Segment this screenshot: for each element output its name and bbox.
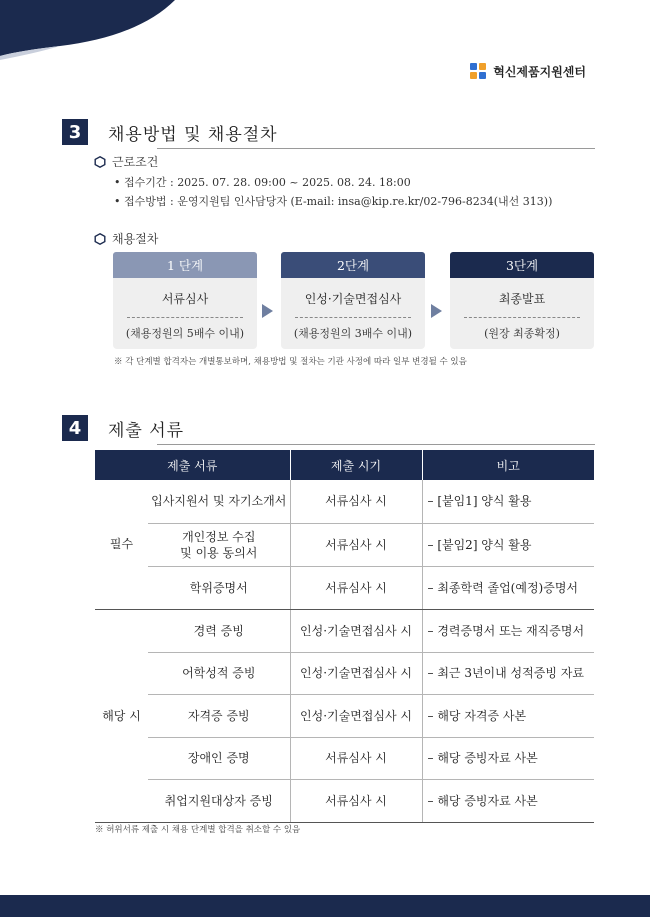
step-3	[450, 252, 594, 349]
step-1	[113, 252, 257, 349]
step-3-label: 3단계	[450, 252, 594, 278]
when-cell: 서류심사 시	[290, 737, 422, 779]
table-header-note: 비고	[422, 450, 594, 480]
step-3-detail: (원장 최종확정)	[484, 327, 560, 340]
doc-cell: 어학성적 증빙	[148, 652, 290, 694]
table-row	[95, 652, 594, 694]
doc-cell-line2: 및 이용 동의서	[180, 545, 258, 560]
step-2-body	[281, 278, 425, 349]
step-3-divider	[464, 317, 580, 318]
org-logo	[469, 62, 586, 80]
step-1-title: 서류심사	[161, 292, 209, 306]
step-2-label: 2단계	[281, 252, 425, 278]
conditions-period: • 접수기간 : 2025. 07. 28. 09:00 ~ 2025. 08. 24. 18:00	[114, 176, 411, 189]
logo-icon	[469, 62, 487, 80]
table-row	[95, 694, 594, 737]
step-2	[281, 252, 425, 349]
documents-note: ※ 허위서류 제출 시 채용 단계별 합격을 취소할 수 있음	[95, 825, 301, 835]
table-row	[95, 480, 594, 523]
note-cell: – 해당 증빙자료 사본	[422, 779, 594, 822]
doc-cell: 장애인 증명	[148, 737, 290, 779]
note-cell: – 최근 3년이내 성적증빙 자료	[422, 652, 594, 694]
note-cell: – [붙임2] 양식 활용	[422, 523, 594, 566]
note-cell: – 최종학력 졸업(예정)증명서	[422, 566, 594, 609]
table-row	[95, 779, 594, 822]
doc-cell: 경력 증빙	[148, 609, 290, 652]
when-cell: 서류심사 시	[290, 566, 422, 609]
conditions-heading	[94, 153, 158, 170]
hexagon-icon	[94, 156, 106, 168]
hexagon-icon	[94, 233, 106, 245]
section3-number: 3	[62, 119, 88, 145]
table-header-row	[95, 450, 594, 480]
section3-header	[62, 117, 595, 147]
documents-table	[95, 450, 594, 823]
step-1-body	[113, 278, 257, 349]
note-cell: – 해당 자격증 사본	[422, 694, 594, 737]
arrow-right-icon	[431, 304, 442, 318]
doc-cell: 자격증 증빙	[148, 694, 290, 737]
group-conditional: 해당 시	[95, 609, 148, 822]
step-2-detail: (채용정원의 3배수 이내)	[293, 327, 413, 340]
doc-cell: 입사지원서 및 자기소개서	[148, 480, 290, 523]
when-cell: 인성·기술면접심사 시	[290, 652, 422, 694]
when-cell: 인성·기술면접심사 시	[290, 694, 422, 737]
doc-cell: 학위증명서	[148, 566, 290, 609]
doc-cell	[148, 523, 290, 566]
doc-cell-line1: 개인정보 수집	[182, 529, 256, 544]
conditions-method: • 접수방법 : 운영지원팀 인사담당자 (E-mail: insa@kip.re.kr/02-796-8234(내선 313))	[114, 195, 553, 208]
table-header-doc: 제출 서류	[95, 450, 290, 480]
section4-divider	[157, 444, 595, 445]
step-3-title: 최종발표	[498, 292, 546, 306]
corner-decoration	[0, 0, 200, 60]
logo-text: 혁신제품지원센터	[493, 64, 586, 79]
section3-divider	[157, 148, 595, 149]
section4-number: 4	[62, 415, 88, 441]
step-1-detail: (채용정원의 5배수 이내)	[125, 327, 245, 340]
conditions-heading-text: 근로조건	[112, 155, 159, 169]
when-cell: 인성·기술면접심사 시	[290, 609, 422, 652]
table-row	[95, 523, 594, 566]
step-1-divider	[127, 317, 243, 318]
when-cell: 서류심사 시	[290, 523, 422, 566]
section4-header	[62, 413, 595, 443]
note-cell: – 경력증명서 또는 재직증명서	[422, 609, 594, 652]
step-1-label: 1 단계	[113, 252, 257, 278]
procedure-note: ※ 각 단계별 합격자는 개별통보하며, 채용방법 및 절차는 기관 사정에 따라 일부 변경될 수 있음	[114, 357, 467, 367]
section4-title: 제출 서류	[108, 420, 185, 441]
table-row	[95, 737, 594, 779]
section3-title: 채용방법 및 채용절차	[108, 124, 278, 145]
table-row	[95, 609, 594, 652]
procedure-heading-text: 채용절차	[112, 232, 159, 246]
footer-bar	[0, 895, 650, 917]
note-cell: – 해당 증빙자료 사본	[422, 737, 594, 779]
when-cell: 서류심사 시	[290, 779, 422, 822]
group-required: 필수	[95, 480, 148, 609]
procedure-heading	[94, 230, 158, 247]
arrow-right-icon	[262, 304, 273, 318]
step-2-divider	[295, 317, 411, 318]
table-row	[95, 566, 594, 609]
step-3-body	[450, 278, 594, 349]
table-header-when: 제출 시기	[290, 450, 422, 480]
note-cell: – [붙임1] 양식 활용	[422, 480, 594, 523]
doc-cell: 취업지원대상자 증빙	[148, 779, 290, 822]
when-cell: 서류심사 시	[290, 480, 422, 523]
step-2-title: 인성·기술면접심사	[304, 292, 402, 306]
